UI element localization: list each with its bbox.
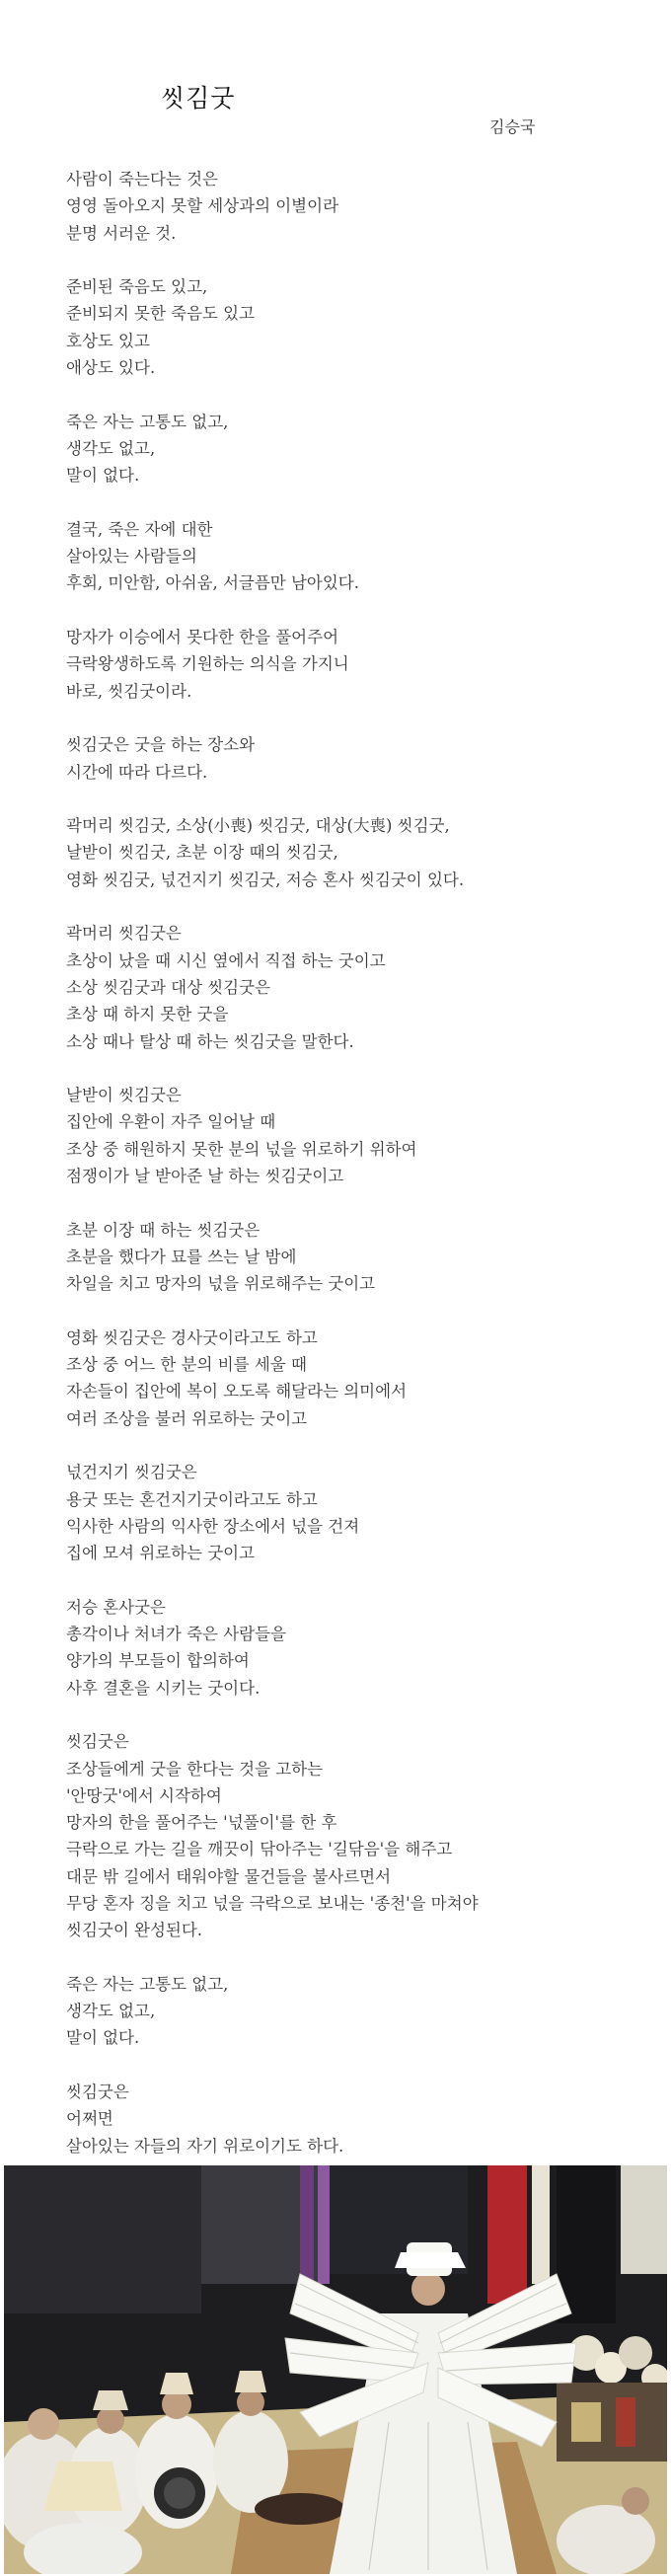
poem-line: 총각이나 처녀가 죽은 사람들을: [66, 1625, 286, 1644]
poem-line: 바로, 씻김굿이라.: [66, 681, 192, 701]
poem-line: 집안에 우환이 자주 일어날 때: [66, 1112, 276, 1132]
poem-line: 애상도 있다.: [66, 358, 156, 378]
poem-line: 조상들에게 굿을 한다는 것을 고하는: [66, 1759, 324, 1779]
poem-line: 망자의 한을 풀어주는 '넋풀이'를 한 후: [66, 1813, 337, 1833]
poem-line: 죽은 자는 고통도 없고,: [66, 1974, 229, 1994]
poem-stanza: [66, 1594, 658, 1702]
poem-line: 생각도 없고,: [66, 2002, 156, 2021]
poem-stanza: [66, 1459, 658, 1566]
poem-line: '안땅굿'에서 시작하여: [66, 1785, 222, 1805]
poem-line: 영화 씻김굿은 경사굿이라고도 하고: [66, 1327, 318, 1347]
poem-stanza: [66, 731, 658, 786]
poem-line: 점쟁이가 날 받아준 날 하는 씻김굿이고: [66, 1166, 344, 1185]
poem-line: 조상 중 해원하지 못한 분의 넋을 위로하기 위하여: [66, 1139, 417, 1159]
poem-line: 어쩌면: [66, 2109, 113, 2129]
poem-stanza: [66, 624, 658, 705]
poem-stanza: [66, 1082, 658, 1189]
ritual-photo: [4, 2165, 667, 2574]
poem-line: 영영 돌아오지 못할 세상과의 이별이라: [66, 196, 339, 216]
poem-line: 곽머리 씻김굿, 소상(小喪) 씻김굿, 대상(大喪) 씻김굿,: [66, 816, 450, 836]
poem-stanza: [66, 1971, 658, 2052]
poem-stanza: [66, 516, 658, 597]
ritual-photo-illustration: [4, 2165, 667, 2574]
poem-line: 극락왕생하도록 기원하는 의식을 가지니: [66, 654, 349, 674]
poem-stanza: [66, 812, 658, 893]
poem-line: 양가의 부모들이 합의하여: [66, 1651, 250, 1671]
poem-line: 초분을 했다가 묘를 쓰는 날 밤에: [66, 1247, 297, 1266]
poem-author: 김승국: [489, 117, 536, 136]
poem-line: 용굿 또는 혼건지기굿이라고도 하고: [66, 1489, 318, 1509]
poem-line: 소상 씻김굿과 대상 씻김굿은: [66, 977, 271, 997]
poem-line: 영화 씻김굿, 넋건지기 씻김굿, 저승 혼사 씻김굿이 있다.: [66, 870, 465, 889]
poem-line: 차일을 치고 망자의 넋을 위로해주는 굿이고: [66, 1274, 376, 1294]
poem-line: 초상이 났을 때 시신 옆에서 직접 하는 굿이고: [66, 950, 386, 970]
poem-line: 대문 밖 길에서 태워야할 물건들을 불사르면서: [66, 1866, 392, 1886]
poem-line: 분명 서러운 것.: [66, 223, 177, 243]
poem-line: 결국, 죽은 자에 대한: [66, 519, 213, 539]
poem-line: 익사한 사람의 익사한 장소에서 넋을 건져: [66, 1516, 360, 1536]
poem-line: 죽은 자는 고통도 없고,: [66, 412, 229, 431]
poem-line: 말이 없다.: [66, 2028, 140, 2048]
poem-line: 저승 혼사굿은: [66, 1597, 166, 1617]
poem-stanza: [66, 273, 658, 381]
poem-line: 여러 조상을 불러 위로하는 굿이고: [66, 1408, 308, 1428]
poem-line: 살아있는 자들의 자기 위로이기도 하다.: [66, 2136, 344, 2156]
poem-line: 사후 결혼을 시키는 굿이다.: [66, 1678, 261, 1698]
poem-line: 준비되지 못한 죽음도 있고: [66, 304, 256, 324]
poem-line: 씻김굿이 완성된다.: [66, 1921, 203, 1940]
poem-line: 조상 중 어느 한 분의 비를 세울 때: [66, 1355, 307, 1375]
poem-line: 망자가 이승에서 못다한 한을 풀어주어: [66, 628, 339, 647]
poem-line: 시간에 따라 다르다.: [66, 762, 208, 782]
poem-line: 씻김굿은 굿을 하는 장소와: [66, 735, 256, 755]
poem-line: 곽머리 씻김굿은: [66, 924, 182, 944]
poem-line: 집에 모셔 위로하는 굿이고: [66, 1544, 256, 1563]
poem-line: 생각도 없고,: [66, 438, 156, 458]
poem-line: 소상 때나 탈상 때 하는 씻김굿을 말한다.: [66, 1031, 354, 1051]
poem-stanza: [66, 1325, 658, 1432]
poem-line: 준비된 죽음도 있고,: [66, 277, 208, 297]
poem-line: 살아있는 사람들의: [66, 547, 197, 567]
poem-line: 자손들이 집안에 복이 오도록 해달라는 의미에서: [66, 1382, 408, 1402]
poem-line: 넋건지기 씻김굿은: [66, 1463, 197, 1482]
poem-line: 호상도 있고: [66, 331, 150, 350]
poem-stanza: [66, 1728, 658, 1943]
poem-line: 극락으로 가는 길을 깨끗이 닦아주는 '길닦음'을 해주고: [66, 1840, 453, 1859]
poem-body: [66, 166, 658, 2186]
poem-stanza: [66, 1217, 658, 1298]
poem-line: 날받이 씻김굿, 초분 이장 때의 씻김굿,: [66, 843, 338, 863]
poem-line: 초분 이장 때 하는 씻김굿은: [66, 1220, 261, 1240]
poem-line: 사람이 죽는다는 것은: [66, 170, 218, 189]
poem-stanza: [66, 2079, 658, 2159]
poem-stanza: [66, 920, 658, 1054]
poem-line: 무당 혼자 징을 치고 넋을 극락으로 보내는 '종천'을 마쳐야: [66, 1894, 479, 1913]
poem-stanza: [66, 409, 658, 490]
poem-stanza: [66, 166, 658, 247]
poem-line: 씻김굿은: [66, 1732, 129, 1752]
poem-line: 후회, 미안함, 아쉬움, 서글픔만 남아있다.: [66, 573, 359, 593]
poem-line: 날받이 씻김굿은: [66, 1086, 182, 1105]
poem-title: 씻김굿: [161, 84, 236, 113]
poem-line: 씻김굿은: [66, 2083, 129, 2102]
poem-line: 말이 없다.: [66, 466, 140, 486]
poem-line: 초상 때 하지 못한 굿을: [66, 1005, 229, 1024]
